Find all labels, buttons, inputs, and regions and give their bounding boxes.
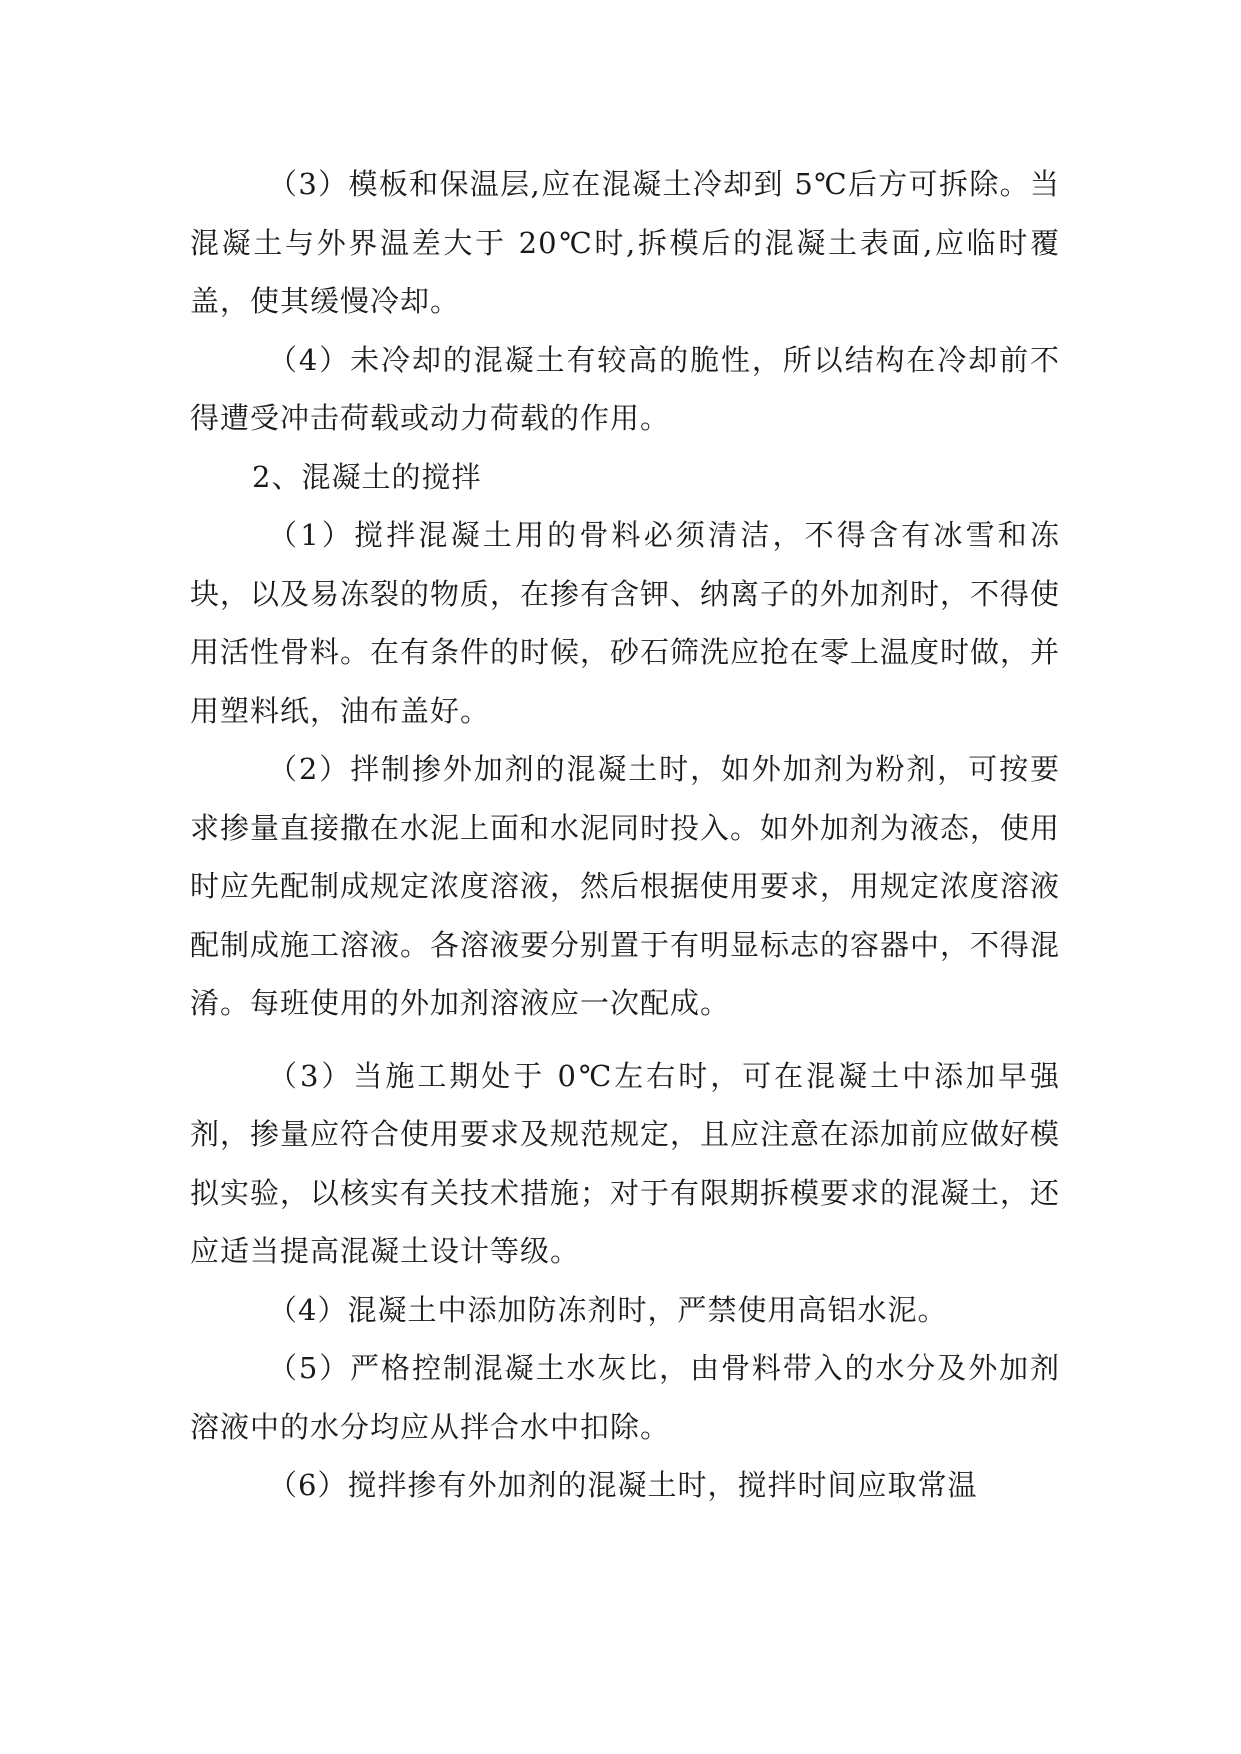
- document-body: [190, 155, 1060, 1515]
- paragraph-formwork-removal: （3）模板和保温层,应在混凝土冷却到 5℃后方可拆除。当混凝土与外界温差大于 20℃时,拆模后的混凝土表面,应临时覆盖，使其缓慢冷却。: [190, 167, 1060, 318]
- paragraph-water-cement-ratio: （5）严格控制混凝土水灰比，由骨料带入的水分及外加剂溶液中的水分均应从拌合水中扣除。: [190, 1351, 1060, 1444]
- paragraph-admixture-mixing: （2）拌制掺外加剂的混凝土时，如外加剂为粉剂，可按要求掺量直接撒在水泥上面和水泥同时投入。如外加剂为液态，使用时应先配制成规定浓度溶液，然后根据使用要求，用规定浓度溶液配制成施工溶液。各溶液要分别置于有明显标志的容器中，不得混淆。每班使用的外加剂溶液应一次配成。: [190, 752, 1061, 1020]
- paragraph-brittleness: （4）未冷却的混凝土有较高的脆性，所以结构在冷却前不得遭受冲击荷载或动力荷载的作用。: [190, 342, 1060, 435]
- paragraph-aggregate: （1）搅拌混凝土用的骨料必须清洁，不得含有冰雪和冻块，以及易冻裂的物质，在掺有含钾、纳离子的外加剂时，不得使用活性骨料。在有条件的时候，砂石筛洗应抢在零上温度时做，并用塑料纸，油布盖好。: [190, 518, 1061, 728]
- spacer: [190, 1033, 1060, 1047]
- section-heading-mixing: 2、混凝土的搅拌: [252, 459, 482, 494]
- paragraph-early-strength: （3）当施工期处于 0℃左右时，可在混凝土中添加早强剂，掺量应符合使用要求及规范规定，且应注意在添加前应做好模拟实验，以核实有关技术措施；对于有限期拆模要求的混凝土，还应适当提高混凝土设计等级。: [190, 1058, 1061, 1268]
- paragraph-antifreeze: （4）混凝土中添加防冻剂时，严禁使用高铝水泥。: [268, 1292, 948, 1327]
- paragraph-mixing-time: （6）搅拌掺有外加剂的混凝土时，搅拌时间应取常温: [268, 1468, 978, 1502]
